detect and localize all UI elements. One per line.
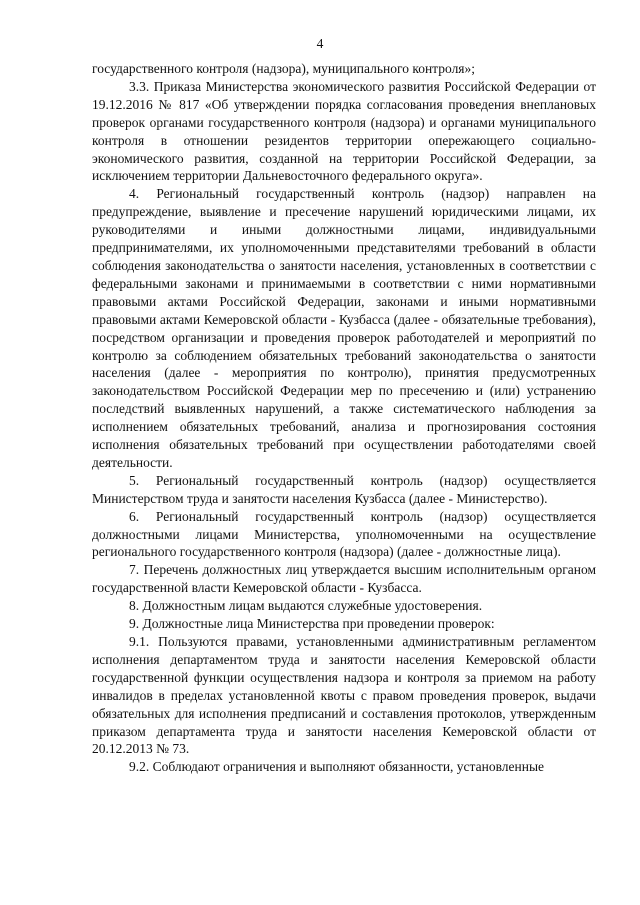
paragraph-continuation: государственного контроля (надзора), муниципального контроля»; bbox=[92, 61, 476, 76]
paragraph-4: 4. Региональный государственный контроль (надзор) направлен на предупреждение, выявление и пресечение нарушений юридическими лицами, их руководителями и иными должностными лицами, индивидуальными предпринимателями, их уполномоченными представителями требований в области соблюдения законодательства о занятости населения, установленных в соответствии с федеральными законами и принимаемыми в соответствии с ними нормативными правовыми актами Российской Федерации, законами и иными нормативными правовыми актами Кемеровской области - Кузбасса (далее - обязательные требования), посредством организации и проведения проверок работодателей и мероприятий по контролю за соблюдением обязательных требований законодательства о занятости населения (далее - мероприятия по контролю), принятия предусмотренных законодательством Российской Федерации мер по пресечению и (или) устранению последствий выявленных нарушений, а также систематического наблюдения за исполнением обязательных требований, анализа и прогнозирования состояния исполнения обязательных требований при осуществлении работодателями своей деятельности. bbox=[92, 186, 596, 470]
paragraph-6: 6. Региональный государственный контроль (надзор) осуществляется должностными лицами Министерства, уполномоченными на осуществление регионального государственного контроля (надзора) (далее - должностные лица). bbox=[92, 508, 596, 560]
paragraph-8: 8. Должностным лицам выдаются служебные удостоверения. bbox=[129, 598, 483, 614]
page-number: 4 bbox=[316, 36, 324, 51]
paragraph-9: 9. Должностные лица Министерства при проведении проверок: bbox=[129, 616, 495, 632]
document-body bbox=[92, 60, 596, 776]
paragraph-5: 5. Региональный государственный контроль (надзор) осуществляется Министерством труда и занятости населения Кузбасса (далее - Министерство). bbox=[92, 472, 596, 506]
paragraph-3-3: 3.3. Приказа Министерства экономического развития Российской Федерации от 19.12.2016 № 817 «Об утверждении порядка согласования проведения внеплановых проверок органами государственного контроля (надзора) и органами муниципального контроля в отношении резидентов территории опережающего социально-экономического развития, созданной на территории Российской Федерации, за исключением территории Дальневосточного федерального округа». bbox=[92, 78, 596, 184]
paragraph-7: 7. Перечень должностных лиц утверждается высшим исполнительным органом государственной власти Кемеровской области - Кузбасса. bbox=[92, 562, 596, 596]
paragraph-9-1: 9.1. Пользуются правами, установленными административным регламентом исполнения департаментом труда и занятости населения Кемеровской области государственной функции осуществления надзора и контроля за приемом на работу инвалидов в пределах установленной квоты с правом проведения проверок, выдачи обязательных для исполнения предписаний и составления протоколов, утвержденным приказом департамента труда и занятости населения Кемеровской области от 20.12.2013 № 73. bbox=[92, 634, 596, 757]
paragraph-9-2: 9.2. Соблюдают ограничения и выполняют обязанности, установленные bbox=[129, 759, 545, 775]
